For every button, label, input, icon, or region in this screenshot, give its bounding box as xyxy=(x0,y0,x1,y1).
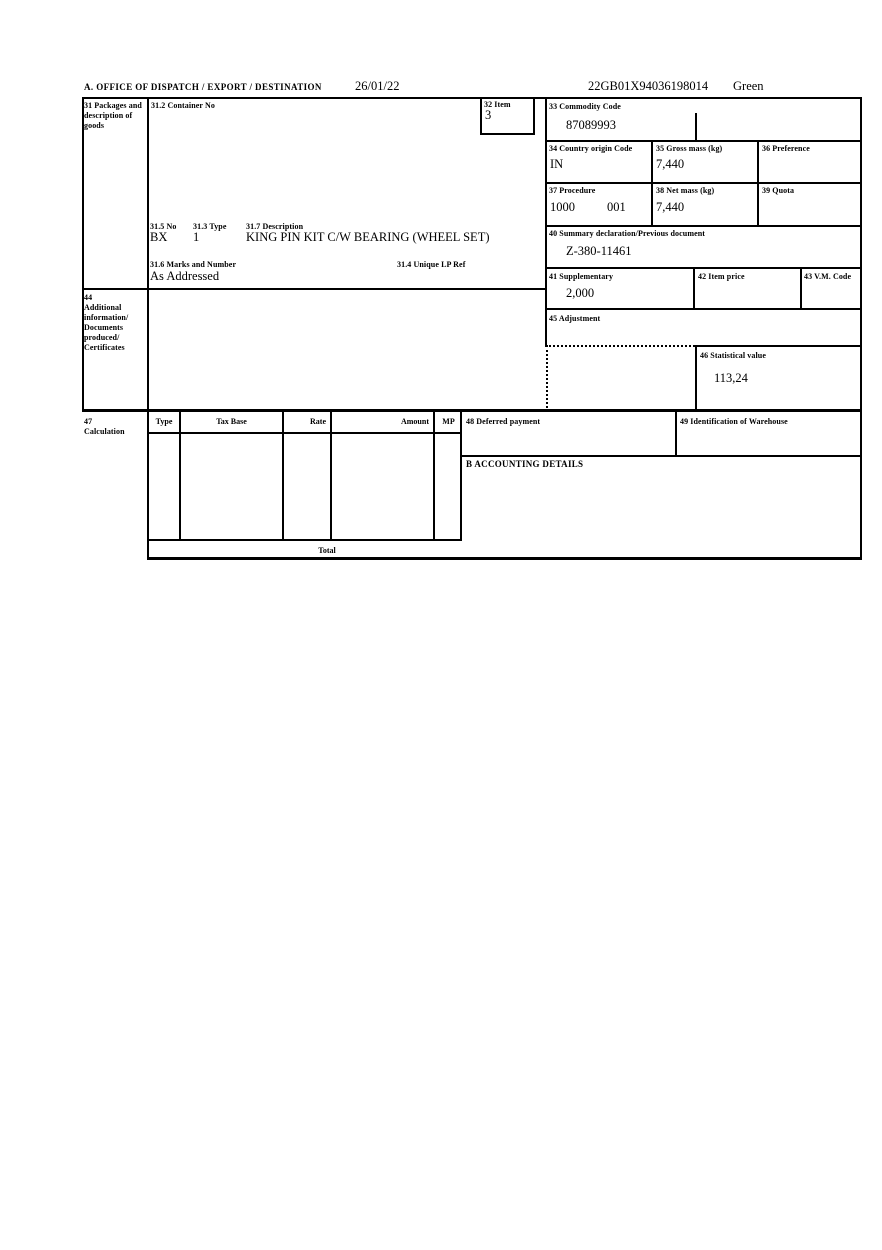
commodity-code-label: 33 Commodity Code xyxy=(549,102,621,111)
divider xyxy=(675,412,677,457)
unique-lp-ref-label: 31.4 Unique LP Ref xyxy=(397,260,466,269)
acceptance-date: 26/01/22 xyxy=(355,79,400,93)
description-value: KING PIN KIT C/W BEARING (WHEEL SET) xyxy=(246,230,490,244)
calc-col-amount: Amount xyxy=(400,417,429,426)
divider xyxy=(545,182,862,184)
gross-mass-label: 35 Gross mass (kg) xyxy=(656,144,723,153)
calc-col-rate: Rate xyxy=(310,417,326,426)
office-of-dispatch-label: A. OFFICE OF DISPATCH / EXPORT / DESTINATION xyxy=(84,82,322,92)
net-mass-value: 7,440 xyxy=(656,200,685,214)
box44-label xyxy=(84,293,146,353)
calc-col-tax-base: Tax Base xyxy=(216,417,247,426)
box47-label xyxy=(84,417,146,437)
package-type-value: 1 xyxy=(193,230,200,244)
movement-reference-number: 22GB01X94036198014 xyxy=(588,79,709,93)
quota-label: 39 Quota xyxy=(762,186,795,195)
summary-declaration-label: 40 Summary declaration/Previous document xyxy=(549,229,706,238)
divider xyxy=(695,113,697,142)
adjustment-label: 45 Adjustment xyxy=(549,314,601,323)
calc-col-type: Type xyxy=(155,417,173,426)
warehouse-id-label: 49 Identification of Warehouse xyxy=(680,417,788,426)
net-mass-label: 38 Net mass (kg) xyxy=(656,186,715,195)
dotted-divider xyxy=(546,345,548,412)
box31-label: 31 Packages and description of goods xyxy=(84,101,142,130)
divider xyxy=(695,345,862,347)
divider xyxy=(693,267,695,310)
description-label: 31.7 Description xyxy=(246,222,304,231)
package-type-label: 31.3 Type xyxy=(193,222,227,231)
route-status: Green xyxy=(733,79,764,93)
divider xyxy=(545,308,862,310)
item-price-label: 42 Item price xyxy=(698,272,745,281)
country-origin-label: 34 Country origin Code xyxy=(549,144,633,153)
item-number-label: 32 Item xyxy=(484,100,511,109)
divider xyxy=(545,225,862,227)
divider xyxy=(545,267,862,269)
dotted-divider xyxy=(546,345,695,347)
commodity-code-value: 87089993 xyxy=(566,118,616,132)
calc-col-mp: MP xyxy=(442,417,455,426)
country-origin-value: IN xyxy=(550,157,564,171)
marks-number-value: As Addressed xyxy=(150,269,220,283)
statistical-value-value: 113,24 xyxy=(714,371,748,385)
marks-number-label: 31.6 Marks and Number xyxy=(150,260,237,269)
box44-number: 44 xyxy=(84,293,93,302)
package-no-value: BX xyxy=(150,230,168,244)
divider xyxy=(82,288,547,290)
statistical-value-label: 46 Statistical value xyxy=(700,351,766,360)
divider xyxy=(800,267,802,310)
supplementary-value: 2,000 xyxy=(566,286,595,300)
supplementary-label: 41 Supplementary xyxy=(549,272,614,281)
vm-code-label: 43 V.M. Code xyxy=(804,272,852,281)
preference-label: 36 Preference xyxy=(762,144,810,153)
divider xyxy=(757,140,759,227)
divider xyxy=(462,455,862,457)
divider xyxy=(147,432,462,434)
procedure-label: 37 Procedure xyxy=(549,186,596,195)
procedure-main-value: 1000 xyxy=(550,200,575,214)
divider xyxy=(695,345,697,412)
divider xyxy=(147,97,149,412)
box44-text: Additional information/ Documents produced/ Certificates xyxy=(84,303,129,352)
accounting-details-label: B ACCOUNTING DETAILS xyxy=(466,459,584,469)
main-form-border xyxy=(82,97,862,412)
total-label: Total xyxy=(318,546,336,555)
divider xyxy=(545,140,862,142)
container-no-label: 31.2 Container No xyxy=(151,101,215,110)
divider xyxy=(651,140,653,227)
item-number-value: 3 xyxy=(485,108,492,122)
package-no-label: 31.5 No xyxy=(150,222,177,231)
gross-mass-value: 7,440 xyxy=(656,157,685,171)
deferred-payment-label: 48 Deferred payment xyxy=(466,417,541,426)
box47-number: 47 xyxy=(84,417,93,426)
box47-text: Calculation xyxy=(84,427,125,436)
procedure-sub-value: 001 xyxy=(607,200,626,214)
divider xyxy=(860,412,862,560)
summary-declaration-value: Z-380-11461 xyxy=(566,244,632,258)
